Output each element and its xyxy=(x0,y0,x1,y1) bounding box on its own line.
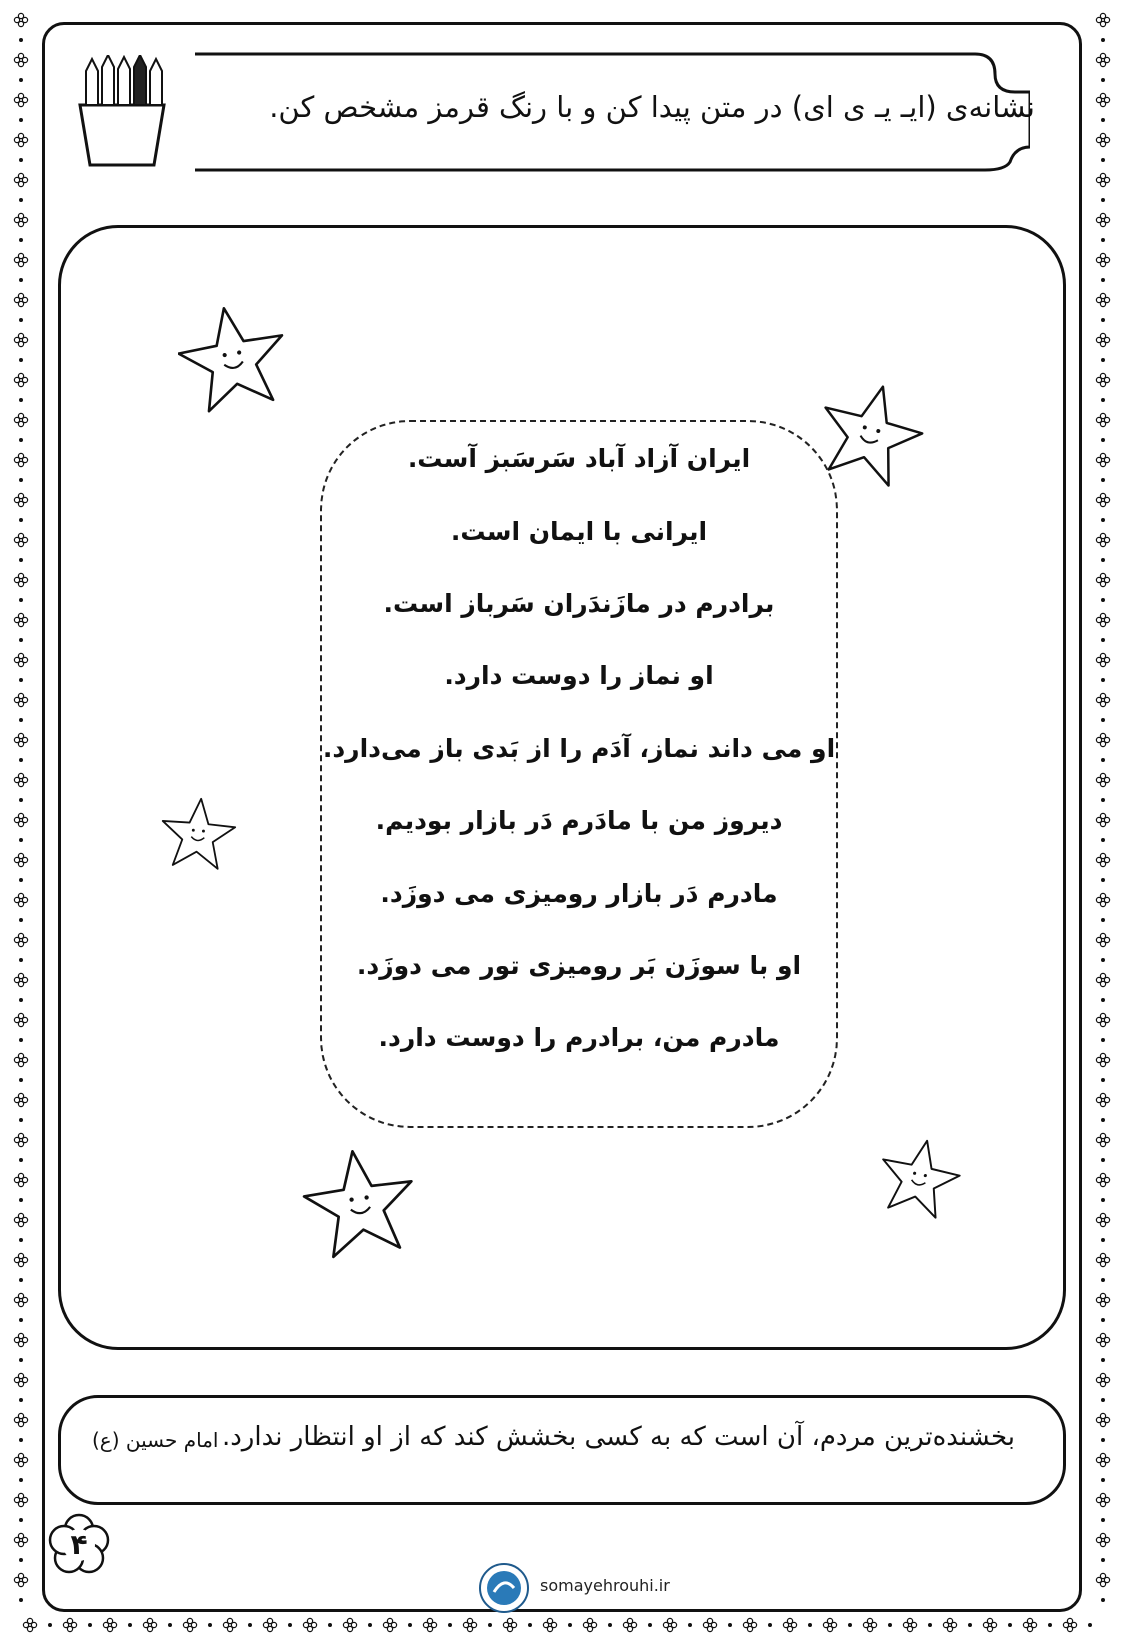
reading-passage-panel xyxy=(320,420,838,1128)
decorative-border-bottom xyxy=(20,1614,1110,1636)
passage-line: ایرانی با ایمان است. xyxy=(450,517,708,546)
passage-line: مادرم دَر بازار رومیزی می دوزَد. xyxy=(380,879,778,908)
passage-line: او با سوزَن بَر رومیزی تور می دوزَد. xyxy=(356,951,802,980)
star-icon xyxy=(300,1140,420,1270)
passage-line: ایران آزاد آباد سَرسَبز آست. xyxy=(407,444,751,473)
pencil-cup-icon xyxy=(72,55,172,175)
passage-line: برادرم در مازَندَران سَرباز است. xyxy=(383,589,775,618)
website-link[interactable]: somayehrouhi.ir xyxy=(540,1576,670,1595)
star-icon xyxy=(876,1132,962,1226)
quote-text: بخشنده‌ترین مردم، آن است که به کسی بخشش کند که از او انتظار ندارد. xyxy=(221,1422,1015,1452)
passage-line: مادرم من، برادرم را دوست دارد. xyxy=(378,1023,780,1052)
star-icon xyxy=(178,300,288,420)
passage-line: او می داند نماز، آدَم را از بَدی باز می‌دارد. xyxy=(322,734,836,763)
passage-line: دیروز من با مادَرم دَر بازار بودیم. xyxy=(375,806,783,835)
logo-icon xyxy=(478,1562,530,1614)
quote-author: امام حسین (ع) xyxy=(92,1428,219,1452)
passage-line: او نماز را دوست دارد. xyxy=(444,661,714,690)
instruction-text: نشانه‌ی (ایـ یـ ی ای) در متن پیدا کن و با رنگ قرمز مشخص کن. xyxy=(269,90,1035,124)
decorative-border-right xyxy=(1090,10,1116,1620)
decorative-border-left xyxy=(8,10,34,1620)
star-icon xyxy=(158,790,238,880)
page-number: ۴ xyxy=(70,1528,88,1561)
